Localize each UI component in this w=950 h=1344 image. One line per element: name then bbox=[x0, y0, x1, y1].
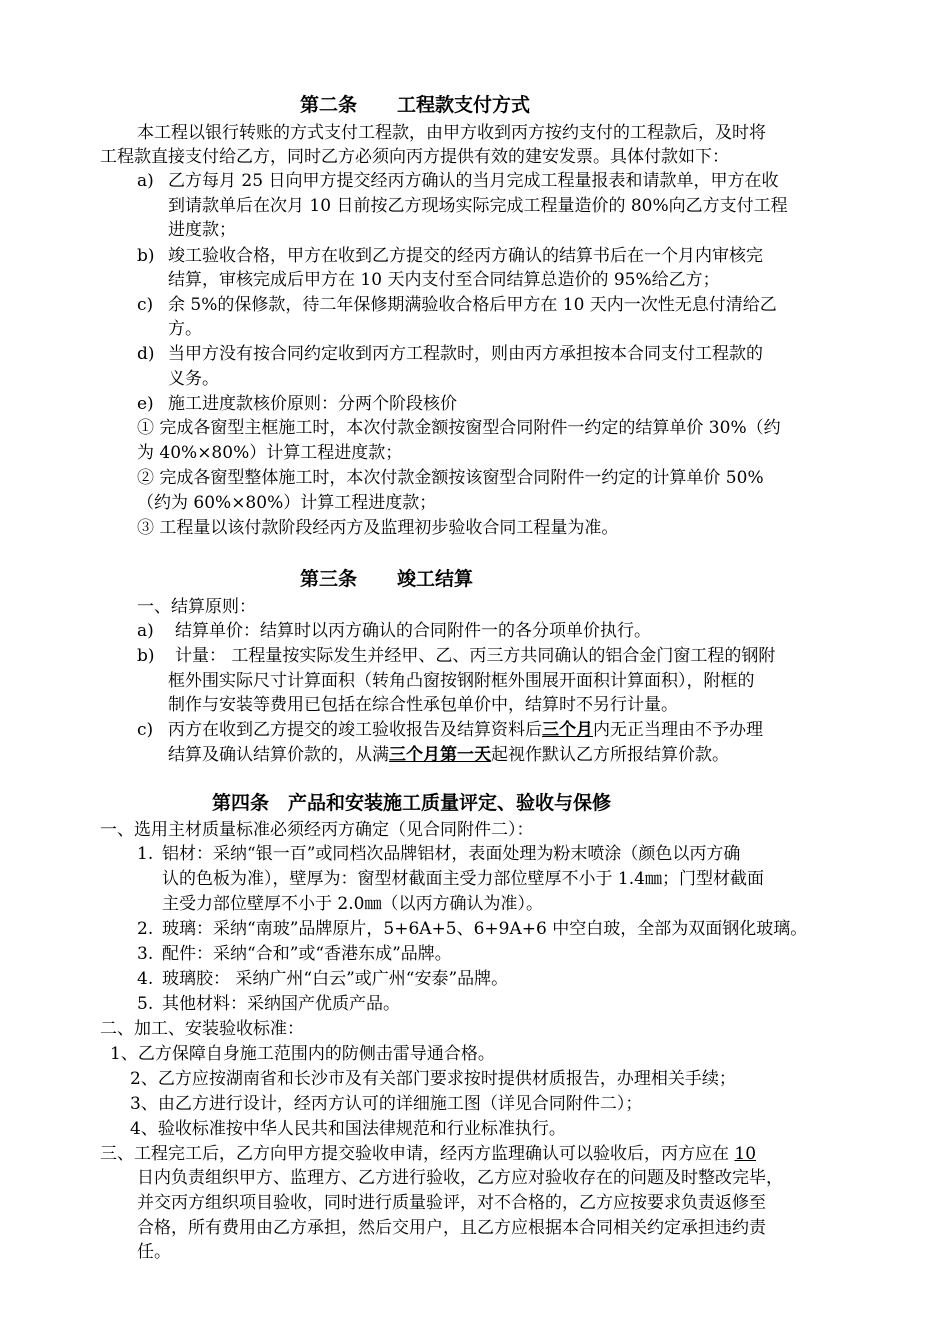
item-marker: 5. bbox=[137, 994, 154, 1014]
item-marker: b) bbox=[137, 646, 155, 666]
item-line: 结算单价：结算时以丙方确认的合同附件一的各分项单价执行。 bbox=[175, 621, 651, 641]
section-heading: 一、选用主材质量标准必须经丙方确定（见合同附件二）： bbox=[100, 820, 534, 840]
item-line: 到请款单后在次月 10 日前按乙方现场实际完成工程量造价的 80%向乙方支付工程 bbox=[168, 196, 788, 216]
item-line: 认的色板为准），壁厚为：窗型材截面主受力部位壁厚不小于 1.4㎜；门型材截面 bbox=[162, 869, 764, 889]
item-line: 义务。 bbox=[168, 369, 219, 389]
item-marker: 4. bbox=[137, 969, 154, 989]
item-line: 玻璃：采纳“南玻”品牌原片，5+6A+5、6+9A+6 中空白玻，全部为双面钢化玻璃。 bbox=[162, 919, 808, 939]
item-line: 主受力部位壁厚不小于 2.0㎜（以丙方确认为准）。 bbox=[162, 894, 543, 914]
item-line: 铝材：采纳“银一百”或同档次品牌铝材，表面处理为粉末喷涂（颜色以丙方确 bbox=[162, 844, 741, 864]
circled-line: ③ 工程量以该付款阶段经丙方及监理初步验收合同工程量为准。 bbox=[137, 518, 619, 538]
standard-line: 4、验收标准按中华人民共和国法律规范和行业标准执行。 bbox=[130, 1119, 566, 1139]
item-line: 方。 bbox=[168, 319, 202, 339]
item-marker: c) bbox=[137, 295, 154, 315]
standard-line: 2、乙方应按湖南省和长沙市及有关部门要求按时提供材质报告，办理相关手续； bbox=[130, 1069, 736, 1089]
item-marker: 2. bbox=[137, 919, 154, 939]
item-line: 结算，审核完成后甲方在 10 天内支付至合同结算总造价的 95%给乙方； bbox=[168, 270, 720, 290]
intro-line: 本工程以银行转账的方式支付工程款，由甲方收到丙方按约支付的工程款后，及时将 bbox=[137, 123, 766, 143]
section-line: 日内负责组织甲方、监理方、乙方进行验收，乙方应对验收存在的问题及时整改完毕， bbox=[137, 1168, 783, 1188]
item-line: 竣工验收合格，甲方在收到乙方提交的经丙方确认的结算书后在一个月内审核完 bbox=[168, 246, 763, 266]
standard-line: 3、由乙方进行设计，经丙方认可的详细施工图（详见合同附件二）； bbox=[130, 1094, 643, 1114]
settlement-subheading: 一、结算原则： bbox=[137, 597, 256, 617]
circled-line: （约为 60%×80%）计算工程进度款； bbox=[137, 493, 437, 513]
item-line: 丙方在收到乙方提交的竣工验收报告及结算资料后三个月内无正当理由不予办理 bbox=[168, 720, 763, 740]
item-line: 进度款； bbox=[168, 220, 236, 240]
section-heading: 三、工程完工后，乙方向甲方提交验收申请，经丙方监理确认可以验收后，丙方应在 10 bbox=[100, 1144, 757, 1164]
circled-line: ① 完成各窗型主框施工时，本次付款金额按窗型合同附件一约定的结算单价 30%（约 bbox=[137, 418, 781, 438]
item-line: 乙方每月 25 日向甲方提交经丙方确认的当月完成工程量报表和请款单，甲方在收 bbox=[168, 171, 779, 191]
standard-line: 1、乙方保障自身施工范围内的防侧击雷导通合格。 bbox=[110, 1044, 495, 1064]
item-line: 玻璃胶： 采纳广州“白云”或广州“安泰”品牌。 bbox=[162, 969, 509, 989]
section-line: 合格，所有费用由乙方承担，然后交用户，且乙方应根据本合同相关约定承担违约责 bbox=[137, 1218, 766, 1238]
article-2-heading: 第二条 工程款支付方式 bbox=[300, 94, 531, 116]
item-marker: 3. bbox=[137, 944, 154, 964]
section-line: 并交丙方组织项目验收，同时进行质量验评，对不合格的，乙方应按要求负责返修至 bbox=[137, 1193, 766, 1213]
article-3-heading: 第三条 竣工结算 bbox=[300, 568, 474, 590]
circled-line: 为 40%×80%）计算工程进度款； bbox=[137, 443, 403, 463]
item-marker: b) bbox=[137, 246, 155, 266]
item-marker: c) bbox=[137, 720, 154, 740]
section-heading: 二、加工、安装验收标准： bbox=[100, 1019, 304, 1039]
item-marker: 1. bbox=[137, 844, 154, 864]
item-line: 结算及确认结算价款的，从满三个月第一天起视作默认乙方所报结算价款。 bbox=[168, 745, 729, 765]
item-line: 施工进度款核价原则：分两个阶段核价 bbox=[168, 394, 457, 414]
item-line: 余 5%的保修款，待二年保修期满验收合格后甲方在 10 天内一次性无息付清给乙 bbox=[168, 295, 777, 315]
item-line: 其他材料：采纳国产优质产品。 bbox=[162, 994, 400, 1014]
item-marker: e) bbox=[137, 394, 154, 414]
intro-line: 工程款直接支付给乙方，同时乙方必须向丙方提供有效的建安发票。具体付款如下： bbox=[100, 147, 729, 167]
item-marker: a) bbox=[137, 621, 154, 641]
article-4-heading: 第四条 产品和安装施工质量评定、验收与保修 bbox=[212, 792, 612, 814]
item-line: 制作与安装等费用已包括在综合性承包单价中，结算时不另行计量。 bbox=[168, 695, 678, 715]
item-marker: a) bbox=[137, 171, 154, 191]
item-line: 框外围实际尺寸计算面积（转角凸窗按钢附框外围展开面积计算面积），附框的 bbox=[168, 671, 755, 691]
item-line: 当甲方没有按合同约定收到丙方工程款时，则由丙方承担按本合同支付工程款的 bbox=[168, 344, 763, 364]
section-line: 任。 bbox=[137, 1242, 171, 1262]
circled-line: ② 完成各窗型整体施工时，本次付款金额按该窗型合同附件一约定的计算单价 50% bbox=[137, 468, 764, 488]
item-marker: d) bbox=[137, 344, 155, 364]
item-line: 配件：采纳“合和”或“香港东成”品牌。 bbox=[162, 944, 452, 964]
item-line: 计量： 工程量按实际发生并经甲、乙、丙三方共同确认的铝合金门窗工程的钢附 bbox=[175, 646, 776, 666]
